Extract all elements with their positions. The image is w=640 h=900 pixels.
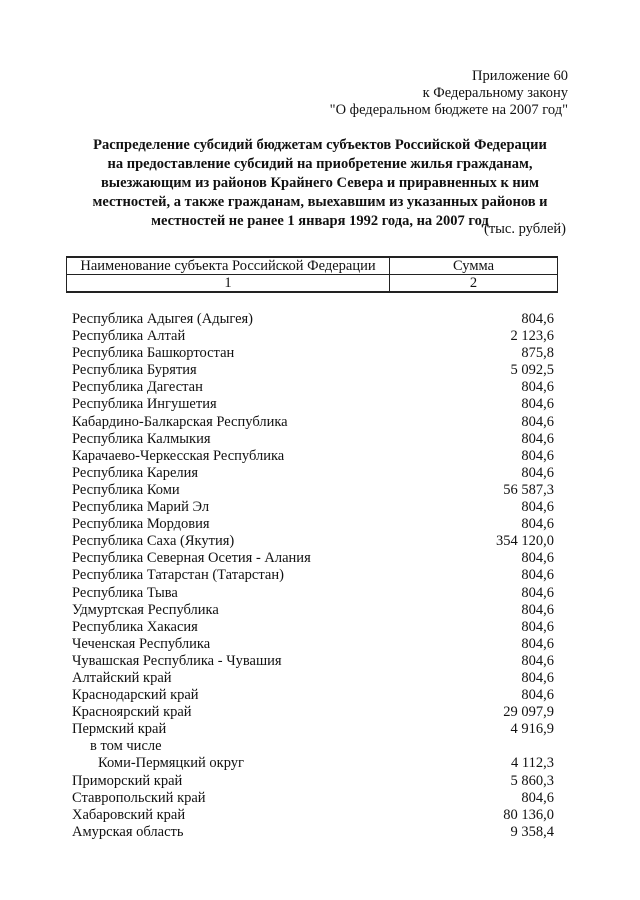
subsidy-amount: 804,6 — [521, 413, 554, 430]
table-row — [72, 465, 554, 482]
subsidy-amount: 354 120,0 — [496, 533, 554, 550]
table-row — [72, 345, 554, 362]
table-row — [72, 721, 554, 738]
table-row — [72, 550, 554, 567]
subsidy-amount: 29 097,9 — [503, 704, 554, 721]
subsidy-amount: 9 358,4 — [510, 823, 554, 840]
table-row — [72, 379, 554, 396]
subsidy-amount: 875,8 — [521, 345, 554, 362]
title-line: Распределение субсидий бюджетам субъектов Российской Федерации — [93, 137, 547, 153]
column-header-sum: Сумма — [390, 257, 558, 275]
table-row — [72, 755, 554, 772]
table-row — [72, 704, 554, 721]
annex-law-title: "О федеральном бюджете на 2007 год" — [329, 102, 568, 118]
table-row — [72, 602, 554, 619]
region-name: Пермский край — [72, 721, 167, 738]
region-name: Чеченская Республика — [72, 635, 211, 652]
subsidy-amount: 804,6 — [521, 687, 554, 704]
region-name: Республика Дагестан — [72, 379, 203, 396]
subsidy-amount: 804,6 — [521, 379, 554, 396]
subsidy-amount: 5 860,3 — [510, 772, 554, 789]
table-row — [72, 362, 554, 379]
table-row — [72, 619, 554, 636]
table-row — [72, 533, 554, 550]
subsidy-amount: 804,6 — [521, 516, 554, 533]
table-row — [72, 311, 554, 328]
region-name: Приморский край — [72, 772, 183, 789]
subsidy-amount: 804,6 — [521, 396, 554, 413]
table-row — [72, 414, 554, 431]
table-row — [72, 824, 554, 841]
region-name: Удмуртская Республика — [72, 601, 219, 618]
region-name: Красноярский край — [72, 704, 192, 721]
subsidy-amount: 804,6 — [521, 464, 554, 481]
subsidy-amount: 2 123,6 — [510, 328, 554, 345]
subsidy-amount: 804,6 — [521, 499, 554, 516]
document-title — [70, 136, 570, 231]
table-row — [72, 482, 554, 499]
region-name: Республика Адыгея (Адыгея) — [72, 311, 254, 327]
table-row — [72, 687, 554, 704]
region-name: Республика Башкортостан — [72, 345, 235, 362]
region-name: Амурская область — [72, 823, 184, 840]
title-line: местностей не ранее 1 января 1992 года, на 2007 год — [151, 213, 489, 229]
region-name: Хабаровский край — [72, 806, 186, 823]
annex-number: Приложение 60 — [472, 68, 568, 84]
region-name: Республика Коми — [72, 481, 180, 498]
annex-law: к Федеральному закону — [422, 85, 568, 101]
table-row — [72, 790, 554, 807]
subsidy-amount: 804,6 — [521, 550, 554, 567]
table-row — [72, 567, 554, 584]
subsidy-amount: 804,6 — [521, 669, 554, 686]
table-row — [72, 431, 554, 448]
table-row — [72, 670, 554, 687]
region-name: Кабардино-Балкарская Республика — [72, 413, 288, 430]
annex-reference — [330, 68, 568, 119]
subsidy-amount: 804,6 — [521, 601, 554, 618]
region-name: Коми-Пермяцкий округ — [98, 755, 244, 772]
subsidy-amount: 804,6 — [521, 789, 554, 806]
region-name: Республика Хакасия — [72, 618, 198, 635]
region-name: Республика Марий Эл — [72, 499, 210, 516]
subsidy-amount: 80 136,0 — [503, 806, 554, 823]
region-name: Краснодарский край — [72, 687, 199, 704]
table-row — [72, 448, 554, 465]
subsidy-amount: 804,6 — [521, 447, 554, 464]
subsidy-amount: 804,6 — [521, 311, 554, 327]
column-header-name: Наименование субъекта Российской Федерации — [67, 257, 390, 275]
subsidy-amount: 5 092,5 — [510, 362, 554, 379]
subsidy-amount: 804,6 — [521, 584, 554, 601]
subsidy-amount: 804,6 — [521, 430, 554, 447]
column-number-1: 1 — [67, 275, 390, 293]
subsidy-amount: 804,6 — [521, 652, 554, 669]
region-name: Республика Ингушетия — [72, 396, 217, 413]
table-row — [72, 773, 554, 790]
region-name: Ставропольский край — [72, 789, 206, 806]
subsidy-amount: 804,6 — [521, 567, 554, 584]
table-row — [72, 499, 554, 516]
table-row — [72, 328, 554, 345]
subsidy-amount: 4 916,9 — [510, 721, 554, 738]
region-name: Алтайский край — [72, 669, 172, 686]
table-row — [72, 653, 554, 670]
region-name: Республика Карелия — [72, 464, 199, 481]
table-row — [72, 636, 554, 653]
region-name: в том числе — [90, 738, 162, 755]
region-name: Республика Алтай — [72, 328, 186, 345]
table-row — [72, 516, 554, 533]
region-name: Республика Северная Осетия - Алания — [72, 550, 311, 567]
region-name: Республика Мордовия — [72, 516, 210, 533]
table-row — [72, 738, 554, 755]
title-line: выезжающим из районов Крайнего Севера и приравненных к ним — [100, 175, 540, 191]
table-row — [72, 807, 554, 824]
region-name: Чувашская Республика - Чувашия — [72, 652, 282, 669]
subsidy-amount: 804,6 — [521, 618, 554, 635]
title-line: местностей, а также гражданам, выехавшим из указанных районов и — [92, 194, 548, 210]
subsidy-amount: 4 112,3 — [511, 755, 554, 772]
table-row — [72, 585, 554, 602]
subsidy-amount: 804,6 — [521, 635, 554, 652]
region-name: Республика Саха (Якутия) — [72, 533, 235, 550]
region-name: Республика Тыва — [72, 584, 178, 601]
unit-label: (тыс. рублей) — [484, 221, 566, 237]
title-line: на предоставление субсидий на приобретение жилья гражданам, — [107, 156, 533, 172]
subsidy-amount: 56 587,3 — [503, 481, 554, 498]
region-name: Республика Татарстан (Татарстан) — [72, 567, 284, 584]
table-header — [66, 256, 558, 293]
column-number-2: 2 — [390, 275, 558, 293]
table-row — [72, 396, 554, 413]
region-name: Карачаево-Черкесская Республика — [72, 447, 285, 464]
region-name: Республика Бурятия — [72, 362, 197, 379]
region-name: Республика Калмыкия — [72, 430, 211, 447]
subsidy-list — [72, 311, 554, 841]
